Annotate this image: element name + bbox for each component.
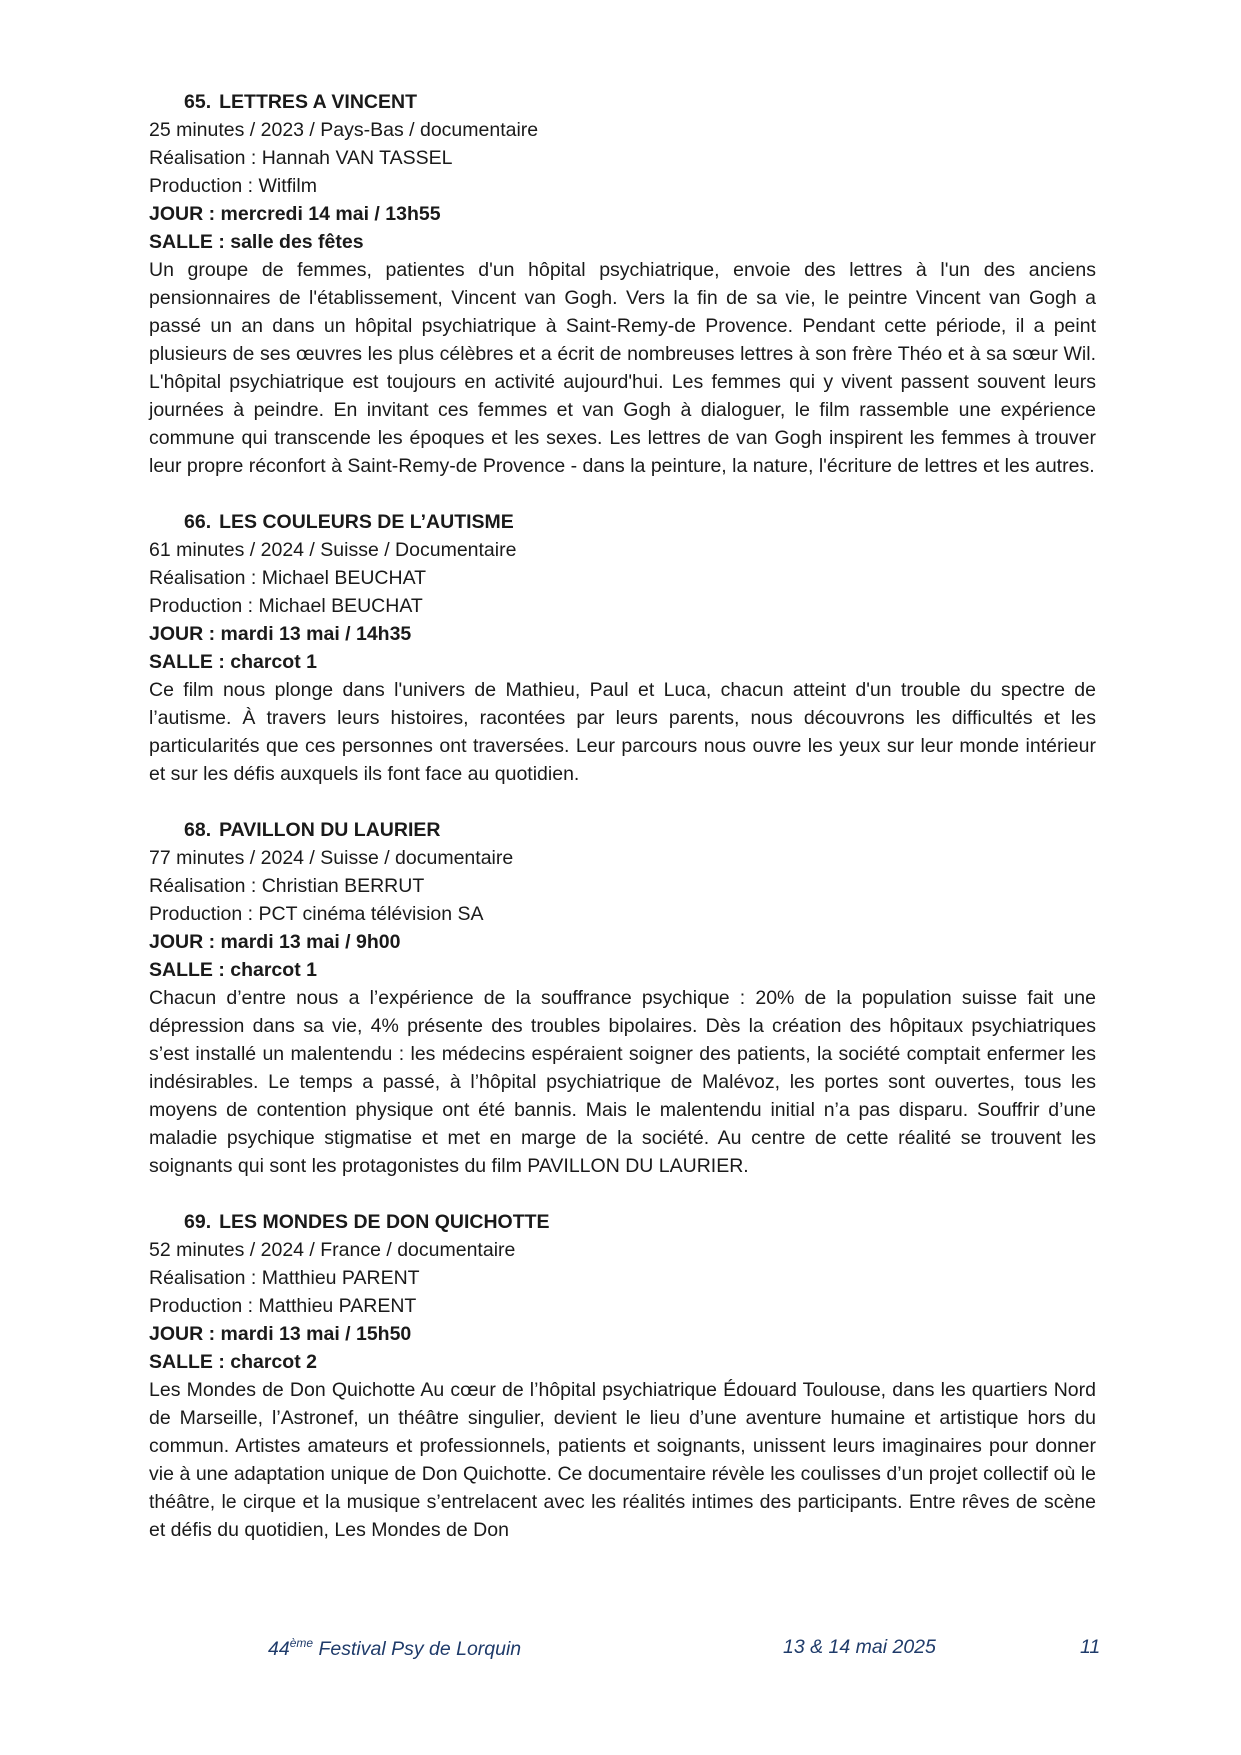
film-meta: 52 minutes / 2024 / France / documentaire bbox=[149, 1239, 516, 1261]
page-content bbox=[149, 88, 1096, 1572]
film-jour: JOUR : mardi 13 mai / 15h50 bbox=[149, 1323, 412, 1345]
film-salle: SALLE : charcot 1 bbox=[149, 959, 317, 981]
film-description: Chacun d’entre nous a l’expérience de la souffrance psychique : 20% de la population suisse fait une dépression dans sa vie, 4% présente des troubles bipolaires. Dès la création des hôpitaux psychiatriques s’est installé un malentendu : les médecins espéraient soigner des patients, la société comptait enfermer les indésirables. Le temps a passé, à l’hôpital psychiatrique de Malévoz, les portes sont ouvertes, tous les moyens de contention physique ont été bannis. Mais le malentendu initial n’a pas disparu. Souffrir d’une maladie psychique stigmatise et met en marge de la société. Au centre de cette réalité se trouvent les soignants qui sont les protagonistes du film PAVILLON DU LAURIER. bbox=[149, 987, 1096, 1177]
footer-dates: 13 & 14 mai 2025 bbox=[783, 1636, 936, 1658]
film-production: Production : Michael BEUCHAT bbox=[149, 595, 423, 617]
film-number: 69. bbox=[184, 1211, 212, 1233]
film-meta: 77 minutes / 2024 / Suisse / documentaire bbox=[149, 847, 514, 869]
film-production: Production : PCT cinéma télévision SA bbox=[149, 903, 484, 925]
film-number: 66. bbox=[184, 511, 212, 533]
film-salle: SALLE : charcot 1 bbox=[149, 651, 317, 673]
footer-festival-name: Festival Psy de Lorquin bbox=[318, 1638, 522, 1660]
film-title-text: PAVILLON DU LAURIER bbox=[219, 819, 441, 841]
film-entry-65 bbox=[149, 88, 1096, 480]
film-title bbox=[149, 1208, 1096, 1236]
film-jour: JOUR : mardi 13 mai / 14h35 bbox=[149, 623, 412, 645]
footer-edition-suffix: ème bbox=[289, 1636, 314, 1650]
film-title-text: LES COULEURS DE L’AUTISME bbox=[219, 511, 514, 533]
film-entry-69 bbox=[149, 1208, 1096, 1544]
film-realisation: Réalisation : Hannah VAN TASSEL bbox=[149, 147, 453, 169]
film-title-text: LETTRES A VINCENT bbox=[219, 91, 418, 113]
film-jour: JOUR : mercredi 14 mai / 13h55 bbox=[149, 203, 441, 225]
film-title bbox=[149, 508, 1096, 536]
film-realisation: Réalisation : Christian BERRUT bbox=[149, 875, 425, 897]
film-number: 65. bbox=[184, 91, 212, 113]
footer-page-number: 11 bbox=[1080, 1636, 1101, 1658]
footer-festival bbox=[268, 1636, 521, 1661]
film-salle: SALLE : salle des fêtes bbox=[149, 231, 364, 253]
film-salle: SALLE : charcot 2 bbox=[149, 1351, 317, 1373]
film-production: Production : Witfilm bbox=[149, 175, 317, 197]
film-description: Ce film nous plonge dans l'univers de Mathieu, Paul et Luca, chacun atteint d'un trouble du spectre de l’autisme. À travers leurs histoires, racontées par leurs parents, nous découvrons les difficultés et les particularités que ces personnes ont traversées. Leur parcours nous ouvre les yeux sur leur monde intérieur et sur les défis auxquels ils font face au quotidien. bbox=[149, 679, 1096, 785]
film-production: Production : Matthieu PARENT bbox=[149, 1295, 417, 1317]
film-jour: JOUR : mardi 13 mai / 9h00 bbox=[149, 931, 401, 953]
film-meta: 61 minutes / 2024 / Suisse / Documentaire bbox=[149, 539, 517, 561]
film-meta: 25 minutes / 2023 / Pays-Bas / documentaire bbox=[149, 119, 539, 141]
film-description: Les Mondes de Don Quichotte Au cœur de l’hôpital psychiatrique Édouard Toulouse, dans les quartiers Nord de Marseille, l’Astronef, un théâtre singulier, devient le lieu d’une aventure humaine et artistique hors du commun. Artistes amateurs et professionnels, patients et soignants, unissent leurs imaginaires pour donner vie à une adaptation unique de Don Quichotte. Ce documentaire révèle les coulisses d’un projet collectif où le théâtre, le cirque et la musique s’entrelacent avec les réalités intimes des participants. Entre rêves de scène et défis du quotidien, Les Mondes de Don bbox=[149, 1379, 1096, 1541]
film-entry-66 bbox=[149, 508, 1096, 788]
film-title bbox=[149, 88, 1096, 116]
film-number: 68. bbox=[184, 819, 212, 841]
film-title-text: LES MONDES DE DON QUICHOTTE bbox=[219, 1211, 550, 1233]
footer-edition-number: 44 bbox=[268, 1638, 290, 1660]
film-entry-68 bbox=[149, 816, 1096, 1180]
film-title bbox=[149, 816, 1096, 844]
film-realisation: Réalisation : Matthieu PARENT bbox=[149, 1267, 420, 1289]
film-realisation: Réalisation : Michael BEUCHAT bbox=[149, 567, 427, 589]
film-description: Un groupe de femmes, patientes d'un hôpital psychiatrique, envoie des lettres à l'un des anciens pensionnaires de l'établissement, Vincent van Gogh. Vers la fin de sa vie, le peintre Vincent van Gogh a passé un an dans un hôpital psychiatrique à Saint-Remy-de Provence. Pendant cette période, il a peint plusieurs de ses œuvres les plus célèbres et a écrit de nombreuses lettres à son frère Théo et à sa sœur Wil. L'hôpital psychiatrique est toujours en activité aujourd'hui. Les femmes qui y vivent passent souvent leurs journées à peindre. En invitant ces femmes et van Gogh à dialoguer, le film rassemble une expérience commune qui transcende les époques et les sexes. Les lettres de van Gogh inspirent les femmes à trouver leur propre réconfort à Saint-Remy-de Provence - dans la peinture, la nature, l'écriture de lettres et les autres. bbox=[149, 259, 1096, 477]
page-footer bbox=[0, 1636, 1241, 1666]
